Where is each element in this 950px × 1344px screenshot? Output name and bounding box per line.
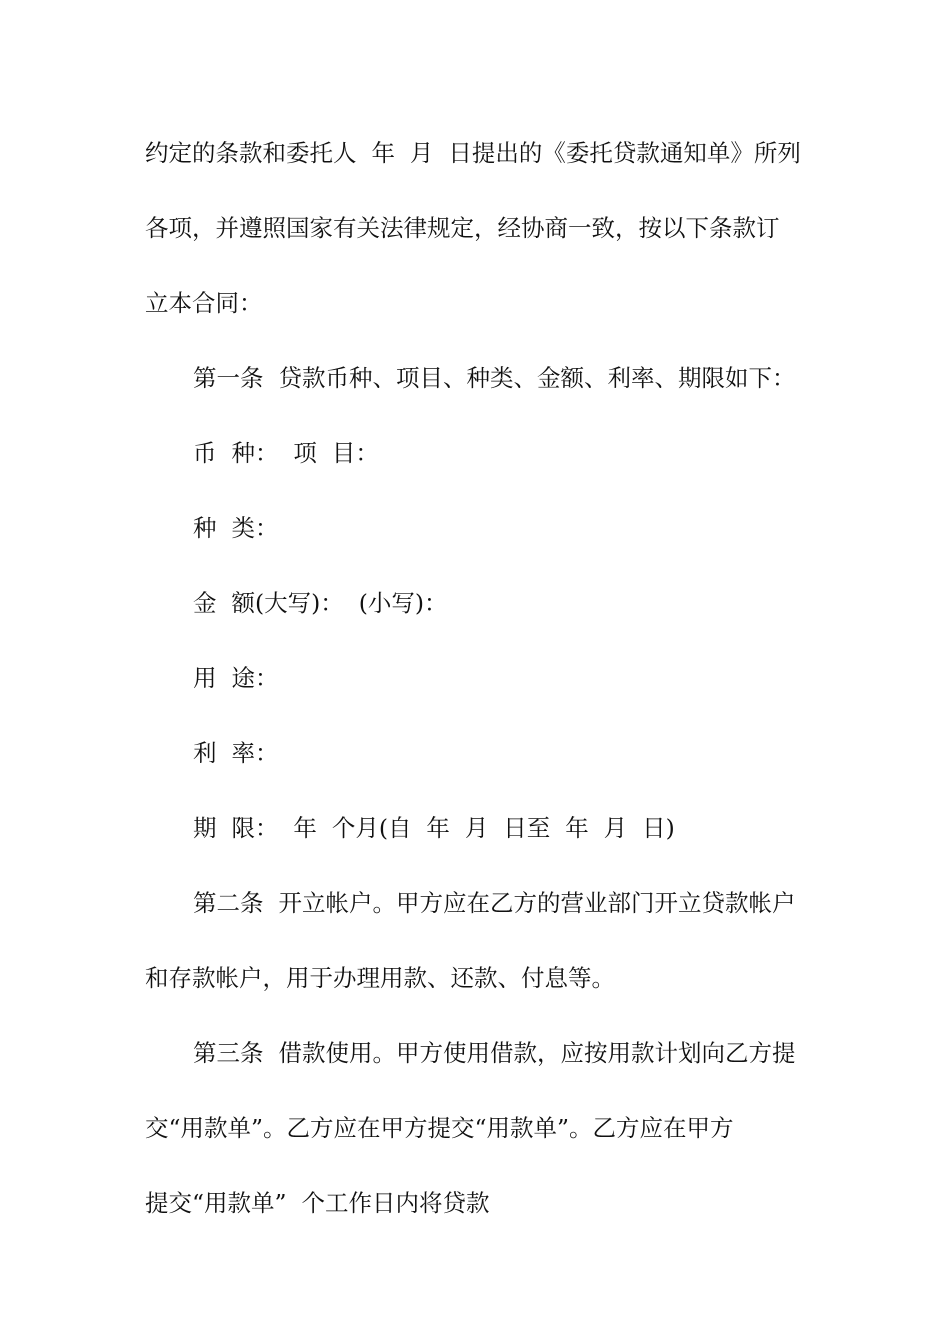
field-currency-project: 币 种： 项 目： <box>193 439 379 467</box>
article-3-line-2: 交“用款单”。乙方应在甲方提交“用款单”。乙方应在甲方 <box>145 1114 734 1142</box>
paragraph-line-1: 约定的条款和委托人 年 月 日提出的《委托贷款通知单》所列 <box>145 139 801 167</box>
paragraph-line-2: 各项，并遵照国家有关法律规定，经协商一致，按以下条款订 <box>145 214 780 242</box>
paragraph-line-3: 立本合同： <box>145 289 263 317</box>
field-purpose: 用 途： <box>193 664 279 692</box>
article-3-line-3: 提交“用款单” 个工作日内将贷款 <box>145 1189 490 1217</box>
article-2-line-2: 和存款帐户，用于办理用款、还款、付息等。 <box>145 964 615 992</box>
field-amount: 金 额(大写)： (小写)： <box>193 589 448 617</box>
field-rate: 利 率： <box>193 739 279 767</box>
field-term: 期 限： 年 个月(自 年 月 日至 年 月 日) <box>193 814 675 842</box>
article-3-line-1: 第三条 借款使用。甲方使用借款，应按用款计划向乙方提 <box>193 1039 796 1067</box>
article-1-heading: 第一条 贷款币种、项目、种类、金额、利率、期限如下： <box>193 364 796 392</box>
field-type: 种 类： <box>193 514 279 542</box>
article-2-line-1: 第二条 开立帐户。甲方应在乙方的营业部门开立贷款帐户 <box>193 889 796 917</box>
